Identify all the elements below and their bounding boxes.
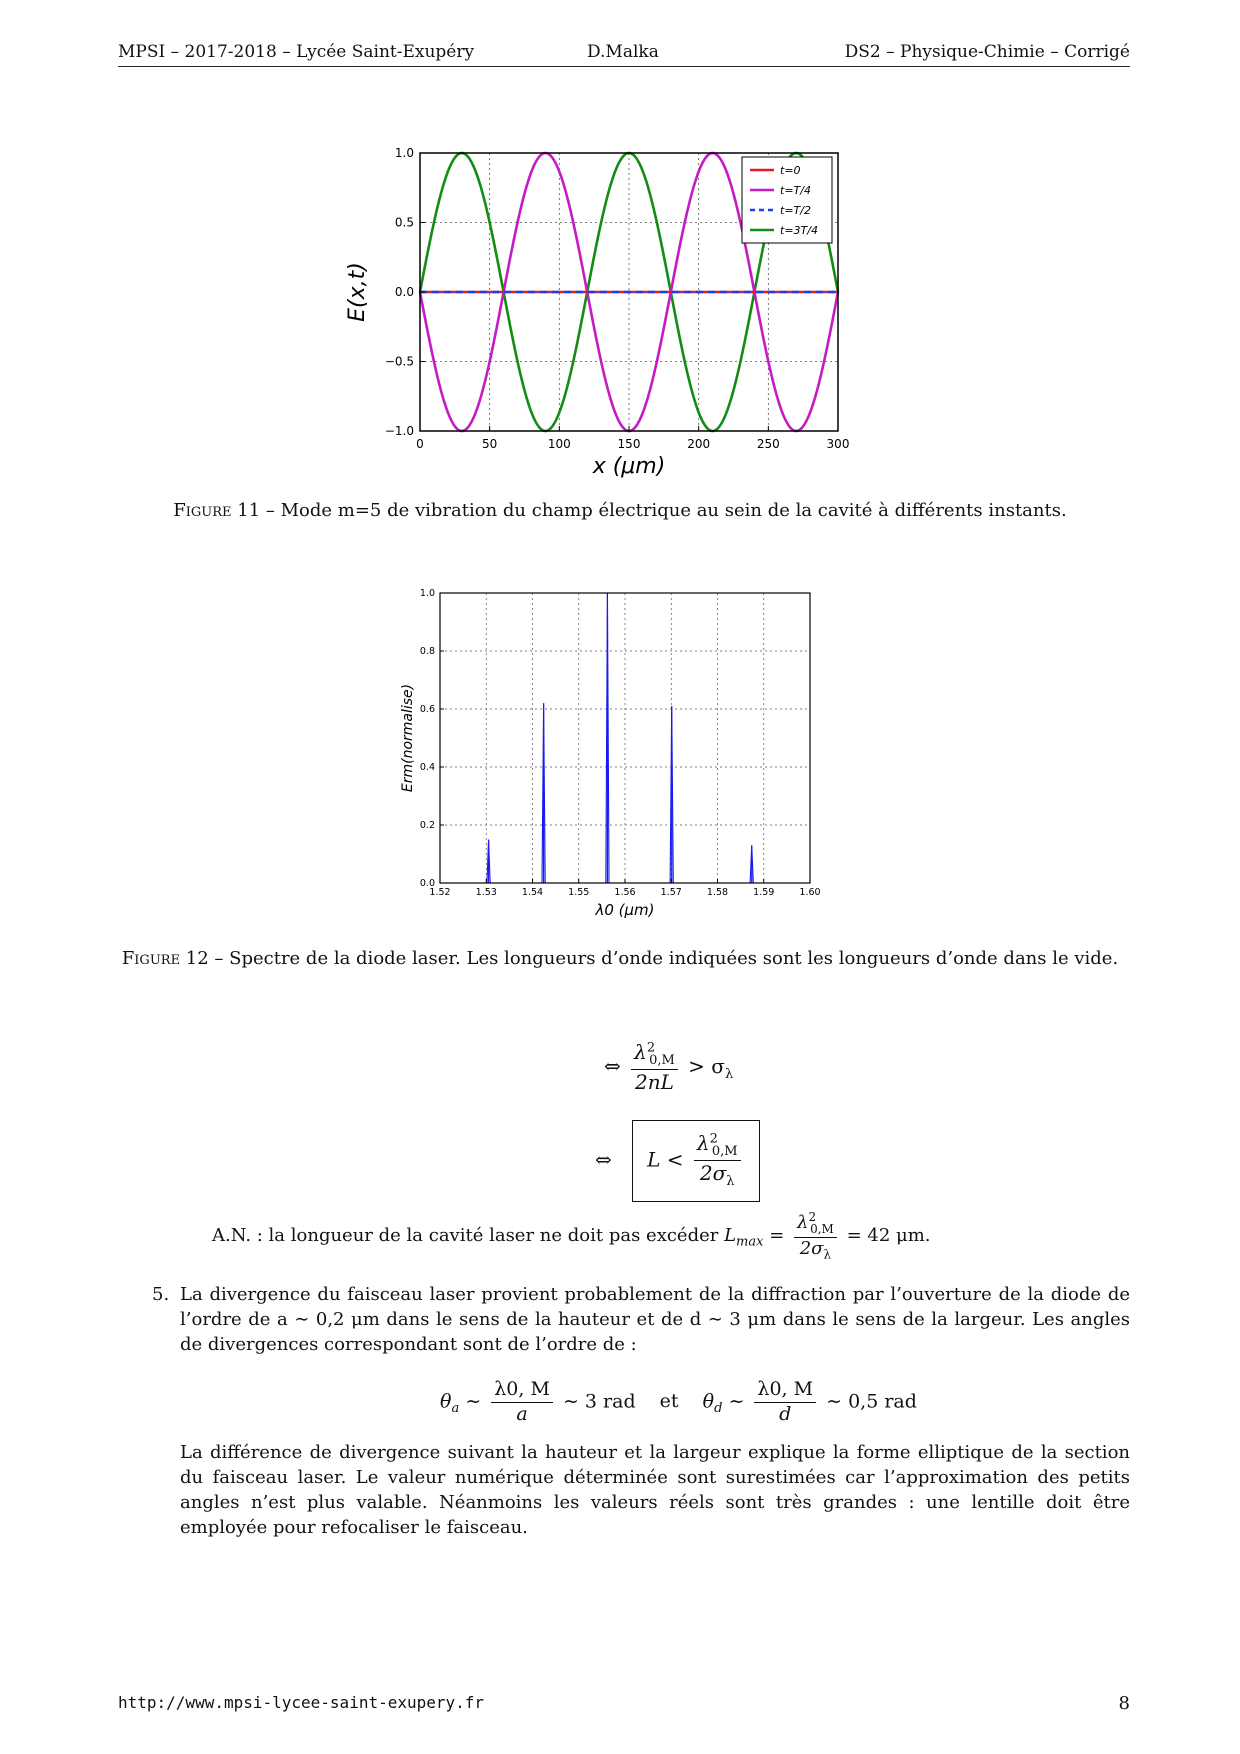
chart1-xtick-label: 0 [416,437,424,451]
frac-a [491,1378,553,1427]
item5-number: 5. [152,1284,170,1305]
chart1-legend-label: t=0 [780,164,801,177]
chart1-legend-label: t=T/4 [780,184,811,197]
header-rule [118,66,1130,67]
item5-paragraph-1: La divergence du faisceau laser provient probablement de la diffraction par l’ouverture de la diode de l’ordre de a ∼ 0,2 μm dans le sens de la hauteur et de d ∼ 3 μm dans le sens de la largeur. Les angles de divergences correspondant sont de l’ordre de : [180,1284,1130,1355]
sim-d: ∼ [728,1390,745,1413]
chart2-xtick-label: 1.60 [799,887,821,898]
chart1-legend-label: t=3T/4 [780,224,818,237]
chart1-legend-label: t=T/2 [780,204,811,217]
theta-d-sub: d [714,1401,723,1417]
eq1-equiv: ⇔ [604,1054,621,1079]
eq2-denominator: 2σ [699,1161,727,1186]
frac-d [754,1378,816,1427]
chart1-xtick-label: 100 [547,437,571,451]
chart1-ytick-label: 0.0 [394,285,414,299]
figure-12-chart [390,585,830,920]
frac-d-den: d [779,1402,792,1425]
eq1-lambda: λ [634,1040,647,1064]
frac-a-num: λ0, M [491,1378,553,1403]
eq1-denominator: 2nL [635,1070,674,1095]
theta-a: θ [440,1390,452,1413]
figure-12-caption [0,948,1240,969]
eq2-sup: 2 [709,1131,718,1147]
an-eq-sign: = [769,1225,785,1247]
chart2-ytick-label: 1.0 [419,588,435,599]
figure-12-caption-text: – Spectre de la diode laser. Les longueurs d’onde indiquées sont les longueurs d’onde dans le vide. [208,948,1119,969]
figure-11-caption-text: – Mode m=5 de vibration du champ électrique au sein de la cavité à différents instants. [260,500,1067,521]
chart2-ytick-label: 0.4 [419,762,435,773]
divergence-equation [440,1378,917,1427]
chart1-ytick-label: 0.5 [394,215,414,230]
header-right: DS2 – Physique-Chimie – Corrigé [844,42,1130,62]
chart1-xtick-label: 250 [756,437,780,451]
theta-a-sub: a [451,1401,460,1417]
an-sub: 0,M [810,1221,834,1236]
eq1-relation-sub: λ [724,1067,734,1083]
chart2-ytick-label: 0.6 [419,704,435,715]
numeric-application [212,1210,930,1262]
figure-11-label: Figure 11 [173,500,261,521]
chart2-xtick-label: 1.53 [475,887,497,898]
chart2-ytick-label: 0.2 [419,820,435,831]
equation-2 [595,1120,760,1202]
chart1-ytick-label: 1.0 [394,146,414,160]
eq1-relation: > σ [688,1054,725,1079]
chart2-xtick-label: 1.54 [521,887,544,898]
eq2-lhs: L < [647,1147,684,1172]
chart1-xtick-label: 150 [617,437,641,451]
header-author: D.Malka [587,42,659,62]
chart2-ytick-label: 0.8 [419,646,435,657]
an-lmax-sub: max [736,1234,764,1250]
chart2-xtick-label: 1.59 [753,887,775,898]
an-sup: 2 [808,1210,817,1224]
equation-1 [604,1040,733,1095]
chart1-ylabel: E(x,t) [345,262,370,322]
frac-a-den: a [516,1402,528,1425]
an-fraction [794,1210,837,1262]
figure-12-label: Figure 12 [121,948,209,969]
chart2-ytick-label: 0.0 [419,878,435,889]
eq1-sub: 0,M [649,1053,675,1068]
eq2-sub: 0,M [711,1144,738,1159]
chart1-xtick-label: 200 [687,437,711,451]
page-number: 8 [1118,1693,1130,1714]
chart2-xtick-label: 1.56 [614,887,636,898]
theta-d: θ [702,1390,715,1413]
chart1-xtick-label: 50 [482,437,498,451]
sim-a: ∼ [465,1390,482,1413]
et-word: et [659,1390,679,1413]
eq2-den-sub: λ [726,1174,735,1190]
chart2-ylabel: Erm(normalise) [400,683,416,793]
eq1-sup: 2 [646,1040,656,1056]
figure-11-caption [0,500,1240,521]
eq2-equiv: ⇔ [595,1147,612,1172]
an-denominator: 2σ [799,1237,824,1259]
an-result: = 42 μm. [846,1225,931,1247]
chart2-xlabel: λ0 (μm) [595,901,655,919]
an-lmax: L [724,1225,737,1247]
chart2-xtick-label: 1.58 [706,887,729,898]
chart1-legend [742,157,832,243]
figure-11-chart [340,140,880,490]
chart2-xtick-label: 1.55 [568,887,590,898]
chart2-grid [440,593,810,883]
eq2-fraction [694,1131,741,1191]
chart1-xtick-label: 300 [826,437,850,451]
chart1-ytick-label: −1.0 [384,424,414,438]
chart2-xtick-label: 1.57 [660,887,682,898]
item5-paragraph-2: La différence de divergence suivant la hauteur et la largeur explique la forme elliptique de la section du faisceau laser. Le valeur numérique déterminée sont surestimées car l’approximation des petits angles n’est plus valable. Néanmoins les valeurs réels sont très grandes : une lentille doit être employée pour refocaliser le faisceau. [180,1442,1130,1538]
val-a: ∼ 3 rad [562,1390,636,1413]
eq2-lambda: λ [696,1131,710,1155]
frac-d-num: λ0, M [754,1378,816,1403]
chart1-ytick-label: −0.5 [384,354,414,369]
an-text: A.N. : la longueur de la cavité laser ne doit pas excéder [212,1225,725,1247]
an-lambda: λ [797,1212,809,1233]
val-d: ∼ 0,5 rad [826,1390,917,1413]
footer-url[interactable]: http://www.mpsi-lycee-saint-exupery.fr [118,1693,485,1712]
chart1-yticks [385,146,425,438]
chart2-xtick-label: 1.52 [429,887,451,898]
header-left: MPSI – 2017-2018 – Lycée Saint-Exupéry [118,42,475,62]
chart1-xlabel: x (μm) [592,454,666,479]
eq1-fraction [631,1040,678,1095]
an-den-sub: λ [823,1247,832,1262]
eq2-box [632,1120,759,1202]
